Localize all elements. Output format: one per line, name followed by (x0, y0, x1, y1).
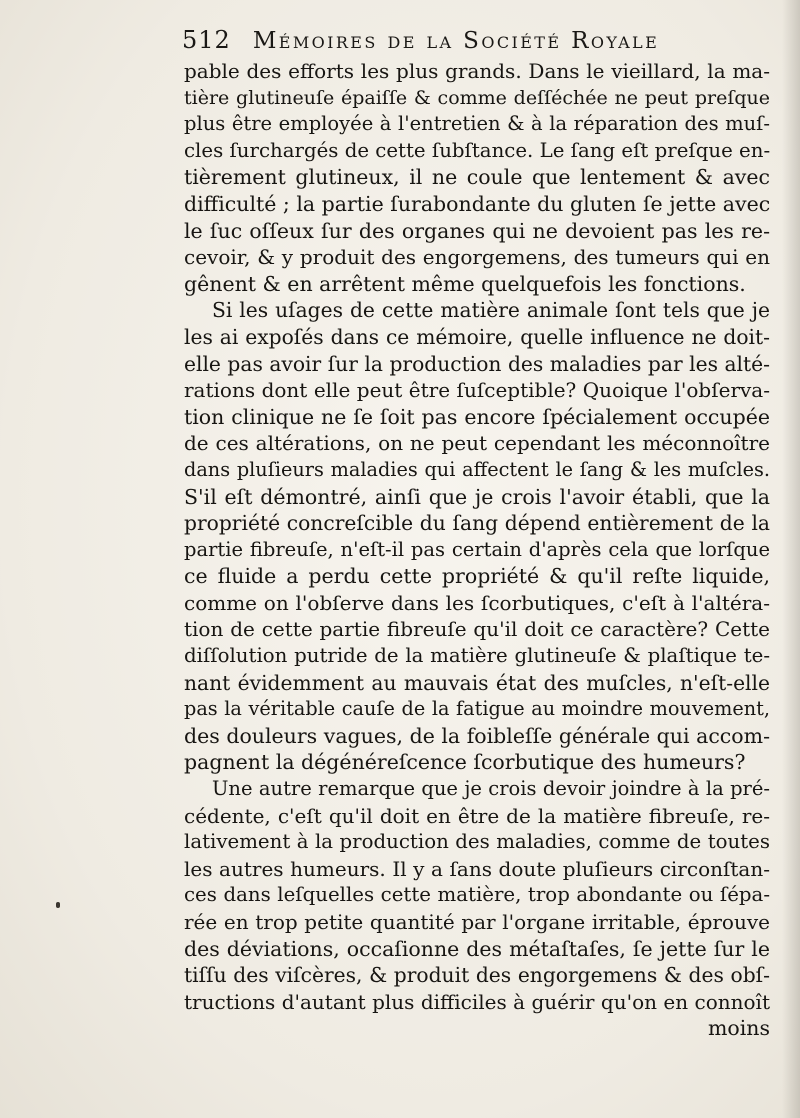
text-line: Une autre remarque que je crois devoir joindre à la pré- (212, 777, 770, 801)
text-line: lativement à la production des maladies, comme de toutes (184, 830, 770, 854)
text-line: comme on l'obſerve dans les ſcorbutiques, c'eſt à l'altéra- (184, 590, 770, 615)
text-line: pagnent la dégénéreſcence ſcorbutique des humeurs? (184, 750, 746, 775)
text-line: pable des efforts les plus grands. Dans le vieillard, la ma- (184, 59, 770, 83)
text-line: tièrement glutineux, il ne coule que lentement & avec (184, 165, 770, 190)
text-line: rée en trop petite quantité par l'organe irritable, éprouve (184, 910, 770, 934)
running-title: Mémoires de la Société Royale (252, 28, 660, 54)
text-line: ces dans leſquelles cette matière, trop abondante ou ſépa- (184, 883, 770, 907)
text-line: cédente, c'eſt qu'il doit en être de la matière fibreuſe, re- (184, 803, 770, 828)
text-line: cevoir, & y produit des engorgemens, des tumeurs qui en (184, 245, 770, 270)
page-edge-shadow (782, 0, 800, 1118)
text-line: cles ſurchargés de cette ſubſtance. Le ſang eſt preſque en- (184, 138, 770, 162)
text-line: S'il eſt démontré, ainſi que je crois l'avoir établi, que la (184, 484, 770, 509)
body-text (184, 58, 770, 1042)
text-line: tion de cette partie fibreuſe qu'il doit ce caractère? Cette (184, 617, 770, 642)
text-line: des douleurs vagues, de la foibleſſe générale qui accom- (184, 723, 770, 748)
text-line: partie fibreuſe, n'eſt-il pas certain d'après cela que lorſque (184, 537, 770, 561)
text-line: plus être employée à l'entretien & à la réparation des muſ- (184, 112, 770, 136)
text-line: les ai expoſés dans ce mémoire, quelle influence ne doit- (184, 324, 770, 349)
text-line: pas la véritable cauſe de la fatigue au moindre mouvement, (184, 697, 770, 721)
text-line: gênent & en arrêtent même quelquefois les fonctions. (184, 271, 746, 296)
catchword: moins (707, 1016, 770, 1041)
text-line: tructions d'autant plus difficiles à guérir qu'on en connoît (184, 989, 770, 1014)
text-line: rations dont elle peut être ſuſceptible? Quoique l'obſerva- (184, 378, 770, 403)
text-line: diſſolution putride de la matière glutineuſe & plaſtique te- (184, 644, 770, 668)
text-line: tière glutineuſe épaiſſe & comme deſſéchée ne peut preſque (184, 86, 770, 109)
text-line: de ces altérations, on ne peut cependant les méconnoître (184, 431, 770, 456)
text-line: tion clinique ne ſe ſoit pas encore ſpécialement occupée (184, 404, 770, 429)
text-line: elle pas avoir ſur la production des maladies par les alté- (184, 351, 770, 376)
text-line: les autres humeurs. Il y a ſans doute pluſieurs circonſtan- (184, 856, 770, 881)
text-line: propriété concreſcible du ſang dépend entièrement de la (184, 511, 770, 536)
text-line: ce fluide a perdu cette propriété & qu'il reſte liquide, (184, 564, 770, 589)
page-number: 512 (182, 26, 231, 54)
text-line: dans pluſieurs maladies qui affectent le ſang & les muſcles. (184, 457, 770, 481)
text-line: tiſſu des viſcères, & produit des engorgemens & des obſ- (184, 963, 770, 988)
text-line: des déviations, occaſionne des métaſtaſes, ſe jette ſur le (184, 936, 770, 961)
text-line: nant évidemment au mauvais état des muſcles, n'eſt-elle (184, 670, 770, 695)
text-line: difficulté ; la partie ſurabondante du gluten ſe jette avec (184, 191, 770, 216)
page-header (182, 26, 702, 54)
ink-spot (56, 902, 60, 908)
text-line: Si les uſages de cette matière animale ſont tels que je (212, 298, 770, 323)
text-line: le ſuc oſſeux ſur des organes qui ne devoient pas les re- (184, 218, 770, 243)
